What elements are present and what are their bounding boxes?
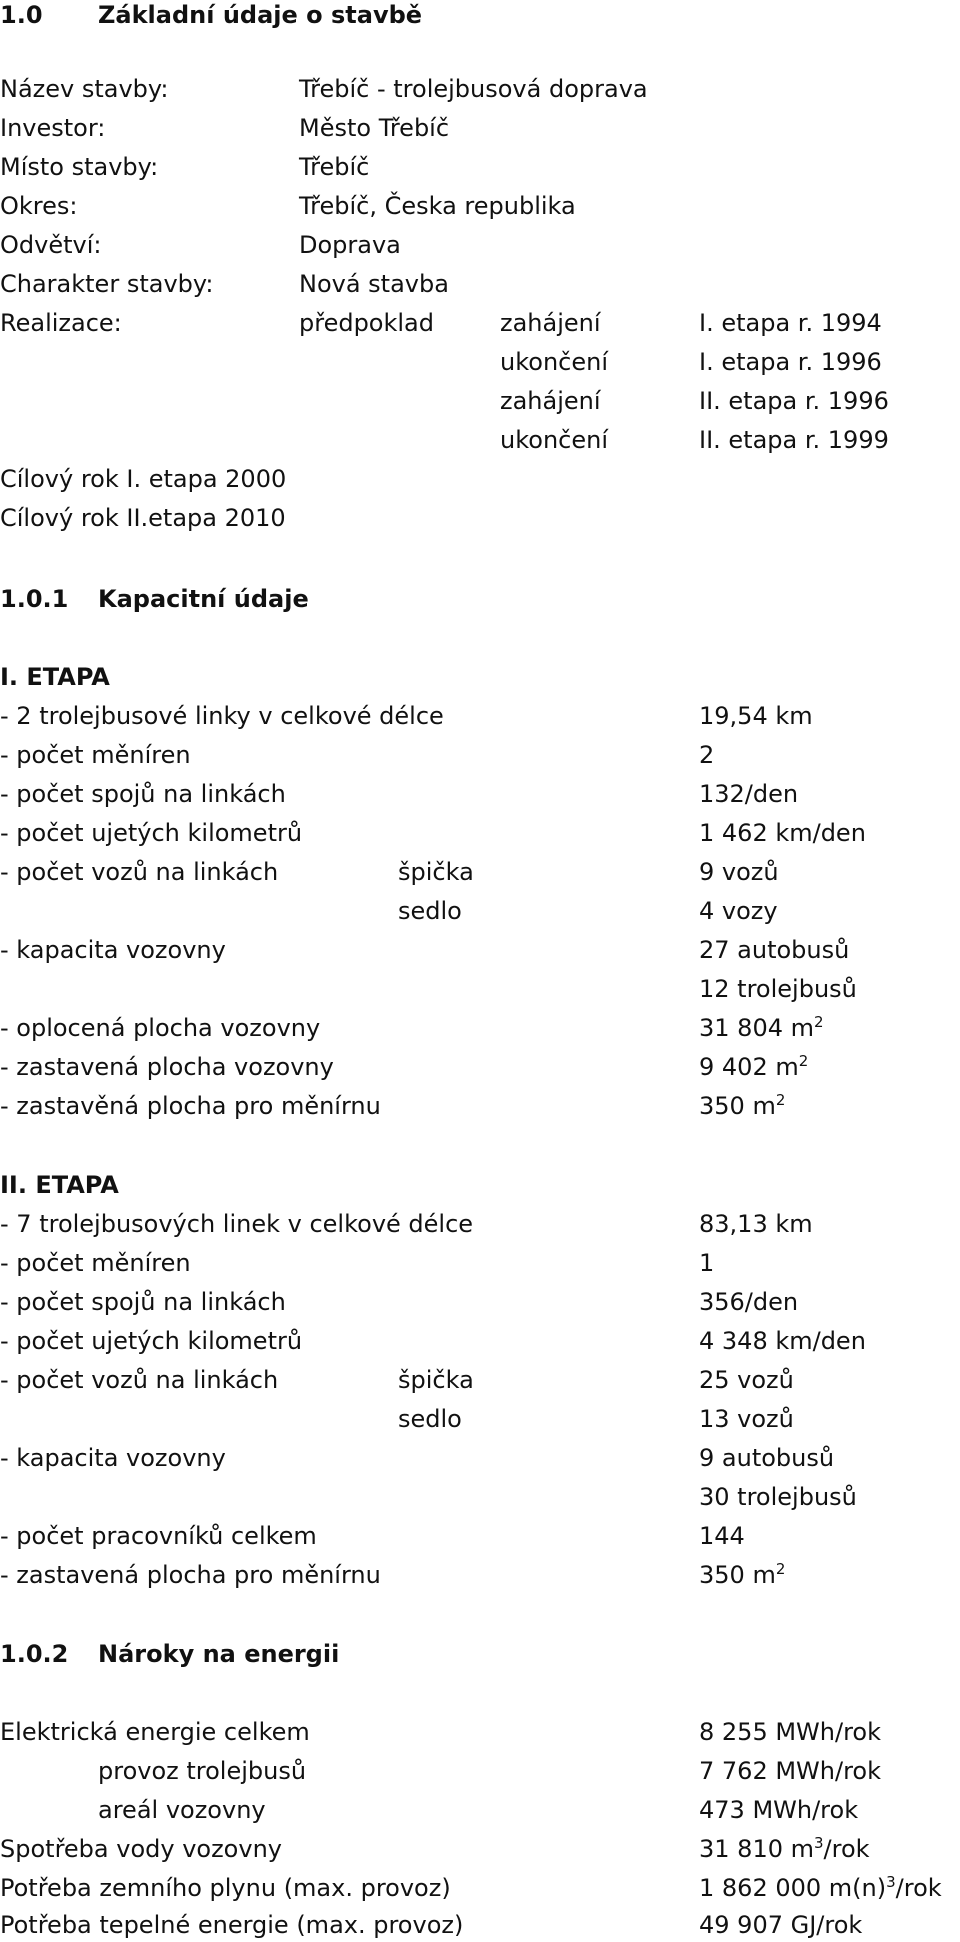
- section-number: 1.0: [0, 1, 43, 29]
- row-value: 144: [699, 1522, 745, 1550]
- row-sub: špička: [398, 858, 474, 886]
- energy-value: 31 810 m: [699, 1835, 814, 1863]
- energy-label: Elektrická energie celkem: [0, 1718, 310, 1746]
- info-label: Místo stavby:: [0, 153, 159, 181]
- row-value: 2: [699, 741, 715, 769]
- row-value: 1: [699, 1249, 715, 1277]
- schedule-event: ukončení: [500, 348, 608, 376]
- unit-superscript: 2: [813, 1013, 824, 1031]
- row-label: - 7 trolejbusových linek v celkové délce: [0, 1210, 474, 1238]
- schedule-event: zahájení: [500, 309, 601, 337]
- energy-label: Potřeba tepelné energie (max. provoz): [0, 1911, 464, 1939]
- info-label: Investor:: [0, 114, 106, 142]
- row-value: 25 vozů: [699, 1366, 794, 1394]
- unit-superscript: 3: [886, 1873, 896, 1891]
- energy-value: 7 762 MWh/rok: [699, 1757, 881, 1785]
- target-year-text: Cílový rok II.etapa 2010: [0, 504, 286, 532]
- row-sub: sedlo: [398, 1405, 462, 1433]
- row-value: 356/den: [699, 1288, 799, 1316]
- energy-value: 473 MWh/rok: [699, 1796, 859, 1824]
- energy-value-wrap: [699, 1871, 942, 1905]
- schedule-event: ukončení: [500, 426, 608, 454]
- info-value: Doprava: [299, 231, 401, 259]
- section-number: 1.0.1: [0, 585, 69, 613]
- energy-value: 49 907 GJ/rok: [699, 1911, 863, 1939]
- info-label: Charakter stavby:: [0, 270, 214, 298]
- energy-value-suffix: /rok: [895, 1874, 942, 1902]
- row-value-wrap: [699, 1089, 785, 1123]
- row-value: 350 m: [699, 1561, 776, 1589]
- row-value: 12 trolejbusů: [699, 975, 857, 1003]
- section-title: Nároky na energii: [98, 1640, 340, 1668]
- row-value: 9 autobusů: [699, 1444, 835, 1472]
- info-value: Nová stavba: [299, 270, 449, 298]
- unit-superscript: 2: [798, 1052, 809, 1070]
- unit-superscript: 2: [775, 1560, 786, 1578]
- section-title: Základní údaje o stavbě: [98, 1, 423, 29]
- schedule-event: zahájení: [500, 387, 601, 415]
- row-value: 4 348 km/den: [699, 1327, 866, 1355]
- row-value: 31 804 m: [699, 1014, 814, 1042]
- info-label: Okres:: [0, 192, 78, 220]
- info-value: Třebíč: [299, 153, 370, 181]
- etapa-title-text: II. ETAPA: [0, 1171, 119, 1199]
- row-value: 1 462 km/den: [699, 819, 866, 847]
- row-value-wrap: [699, 1050, 808, 1084]
- energy-value-wrap: [699, 1832, 870, 1866]
- row-value: 13 vozů: [699, 1405, 794, 1433]
- row-label: - zastavená plocha pro měnírnu: [0, 1561, 381, 1589]
- target-year-text: Cílový rok I. etapa 2000: [0, 465, 287, 493]
- energy-label: Spotřeba vody vozovny: [0, 1835, 282, 1863]
- energy-value: 8 255 MWh/rok: [699, 1718, 881, 1746]
- row-sub: špička: [398, 1366, 474, 1394]
- row-value: 27 autobusů: [699, 936, 850, 964]
- row-value: 350 m: [699, 1092, 776, 1120]
- row-label: - kapacita vozovny: [0, 936, 226, 964]
- etapa-title-text: I. ETAPA: [0, 663, 110, 691]
- energy-value: 1 862 000 m(n): [699, 1874, 887, 1902]
- schedule-period: I. etapa r. 1994: [699, 309, 882, 337]
- section-title: Kapacitní údaje: [98, 585, 309, 613]
- schedule-period: I. etapa r. 1996: [699, 348, 882, 376]
- section-number: 1.0.2: [0, 1640, 69, 1668]
- row-value: 30 trolejbusů: [699, 1483, 857, 1511]
- row-label: - počet ujetých kilometrů: [0, 819, 303, 847]
- info-value: Město Třebíč: [299, 114, 450, 142]
- row-label: - počet měníren: [0, 1249, 191, 1277]
- schedule-period: II. etapa r. 1996: [699, 387, 889, 415]
- row-label: - počet pracovníků celkem: [0, 1522, 317, 1550]
- row-value: 9 402 m: [699, 1053, 799, 1081]
- row-sub: sedlo: [398, 897, 462, 925]
- row-value: 4 vozy: [699, 897, 778, 925]
- info-label: Název stavby:: [0, 75, 169, 103]
- row-label: - počet vozů na linkách: [0, 1366, 279, 1394]
- row-value-wrap: [699, 1558, 785, 1592]
- row-label: - počet měníren: [0, 741, 191, 769]
- unit-superscript: 2: [775, 1091, 786, 1109]
- info-value: Třebíč, Česka republika: [299, 192, 576, 220]
- energy-label: Potřeba zemního plynu (max. provoz): [0, 1874, 451, 1902]
- row-label: - zastavěná plocha pro měnírnu: [0, 1092, 381, 1120]
- row-label: - 2 trolejbusové linky v celkové délce: [0, 702, 444, 730]
- schedule-period: II. etapa r. 1999: [699, 426, 889, 454]
- info-value: Třebíč - trolejbusová doprava: [299, 75, 648, 103]
- info-label: Odvětví:: [0, 231, 102, 259]
- row-label: - oplocená plocha vozovny: [0, 1014, 321, 1042]
- energy-label: areál vozovny: [98, 1796, 266, 1824]
- info-value: předpoklad: [299, 309, 434, 337]
- info-label: Realizace:: [0, 309, 122, 337]
- row-label: - počet spojů na linkách: [0, 780, 286, 808]
- row-label: - počet vozů na linkách: [0, 858, 279, 886]
- row-label: - počet spojů na linkách: [0, 1288, 286, 1316]
- unit-superscript: 3: [813, 1834, 824, 1852]
- row-value: 9 vozů: [699, 858, 779, 886]
- row-value: 132/den: [699, 780, 799, 808]
- energy-value-suffix: /rok: [823, 1835, 870, 1863]
- row-label: - zastavená plocha vozovny: [0, 1053, 334, 1081]
- row-value: 19,54 km: [699, 702, 813, 730]
- row-value: 83,13 km: [699, 1210, 813, 1238]
- energy-label: provoz trolejbusů: [98, 1757, 307, 1785]
- row-value-wrap: [699, 1011, 824, 1045]
- row-label: - kapacita vozovny: [0, 1444, 226, 1472]
- row-label: - počet ujetých kilometrů: [0, 1327, 303, 1355]
